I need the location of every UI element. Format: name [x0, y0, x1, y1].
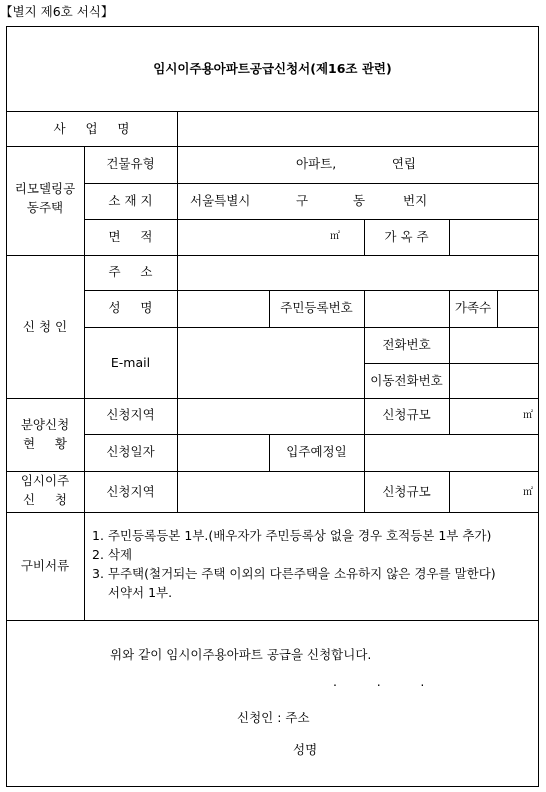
location-city: 서울특별시 [190, 193, 251, 208]
temp-region-label: 신청지역 [106, 484, 155, 499]
sale-date-field[interactable] [178, 435, 269, 471]
applicant-name-label: 성명 [293, 742, 318, 757]
row-divider [6, 620, 539, 621]
remodel-group-label-line2: 동주택 [26, 200, 64, 215]
documents-item: 서약서 1부. [92, 585, 173, 600]
row-divider [6, 146, 539, 147]
sale-scale-unit: ㎡ [523, 410, 533, 421]
applicant-address-label: 신청인 : 주소 [237, 710, 310, 725]
col-divider [449, 398, 450, 434]
sale-scale-label: 신청규모 [382, 407, 431, 422]
owner-label: 가 옥 주 [384, 229, 429, 244]
location-bunji: 번지 [403, 193, 428, 208]
col-divider [449, 471, 450, 512]
project-name-field[interactable] [178, 112, 538, 146]
location-label: 소 재 지 [108, 193, 153, 208]
temp-scale-label: 신청규모 [382, 484, 431, 499]
email-label: E-mail [110, 355, 151, 370]
owner-field[interactable] [450, 220, 538, 255]
row-divider [6, 512, 539, 513]
building-type-label: 건물유형 [106, 156, 155, 171]
family-count-field[interactable] [498, 291, 538, 327]
row-divider [84, 183, 539, 184]
rrn-label: 주민등록번호 [280, 300, 353, 315]
form-title: 임시이주용아파트공급신청서(제16조 관련) [153, 61, 392, 76]
remodel-group-label-line1: 리모델링공 [14, 181, 76, 196]
col-divider [177, 146, 178, 255]
phone-field[interactable] [450, 328, 538, 363]
declaration-date[interactable]: . . . [333, 674, 425, 689]
email-field[interactable] [178, 328, 364, 398]
documents-item: 3. 무주택(철거되는 주택 이외의 다른주택을 소유하지 않은 경우를 말한다) [92, 566, 496, 581]
documents-item: 1. 주민등록등본 1부.(배우자가 주민등록상 없을 경우 호적등본 1부 추가) [92, 528, 492, 543]
address-label: 주 소 [108, 264, 153, 279]
name-field[interactable] [178, 291, 269, 327]
movein-date-field[interactable] [365, 435, 538, 471]
temp-scale-unit: ㎡ [523, 487, 533, 498]
applicant-group-label: 신 청 인 [22, 319, 68, 334]
documents-list [92, 526, 496, 602]
building-type-options[interactable]: 아파트, 연립 [296, 156, 416, 171]
movein-date-label: 입주예정일 [286, 444, 347, 459]
rrn-field[interactable] [365, 291, 449, 327]
location-dong: 동 [353, 193, 366, 208]
col-divider [84, 512, 85, 620]
mobile-label: 이동전화번호 [370, 373, 443, 388]
mobile-field[interactable] [450, 364, 538, 398]
documents-item: 2. 삭제 [92, 547, 133, 562]
phone-label: 전화번호 [382, 337, 431, 352]
form-number-label: 【별지 제6호 서식】 [0, 4, 114, 19]
location-gu: 구 [296, 193, 309, 208]
row-divider [84, 290, 539, 291]
temp-group-label-line2: 신 청 [22, 492, 68, 507]
declaration-statement: 위와 같이 임시이주용아파트 공급을 신청합니다. [110, 647, 372, 662]
address-field[interactable] [178, 256, 538, 290]
area-unit: ㎡ [330, 231, 340, 242]
project-name-label: 사 업 명 [53, 121, 130, 136]
documents-label: 구비서류 [20, 558, 70, 573]
sale-region-label: 신청지역 [106, 407, 155, 422]
sale-region-field[interactable] [178, 399, 364, 434]
name-label: 성 명 [108, 300, 153, 315]
temp-group-label-line1: 임시이주 [20, 473, 70, 488]
area-label: 면 적 [108, 229, 153, 244]
family-count-label: 가족수 [454, 300, 492, 315]
sale-group-label-line1: 분양신청 [20, 417, 70, 432]
temp-region-field[interactable] [178, 472, 364, 512]
sale-date-label: 신청일자 [106, 444, 155, 459]
sale-group-label-line2: 현 황 [22, 436, 68, 451]
